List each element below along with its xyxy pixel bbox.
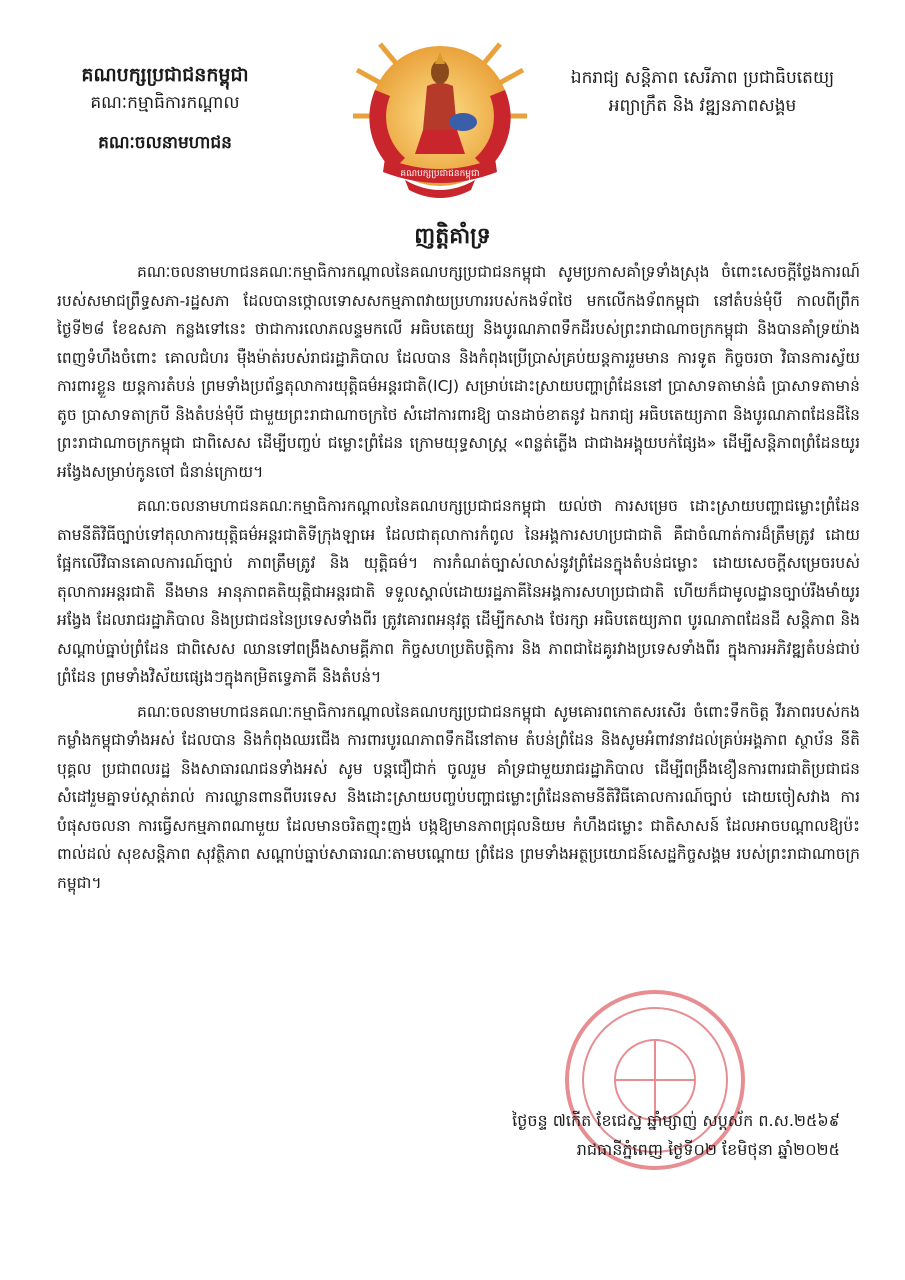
cpp-emblem-icon (345, 30, 535, 202)
party-name: គណបក្សប្រជាជនកម្ពុជា (81, 64, 249, 86)
document-title: ញត្តិគាំទ្រ (414, 224, 491, 249)
document-body (57, 258, 860, 903)
paragraph-2: គណៈចលនាមហាជនគណៈកម្មាធិការកណ្ដាលនៃគណបក្សប្រជាជនកម្ពុជា យល់ថា ការសម្រេច ដោះស្រាយបញ្ហាជម្លោះព្រំដែន តាមនីតិវិធីច្បាប់ទៅតុលាការយុត្តិធម៌អន្តរជាតិទីក្រុងឡាអេ ដែលជាតុលាការកំពូល នៃអង្គការសហប្រជាជាតិ គឺជាចំណាត់ការដ៏ត្រឹមត្រូវ ដោយផ្អែកលើវិធានគោលការណ៍ច្បាប់ ភាពត្រឹមត្រូវ និង យុត្តិធម៌។ ការកំណត់ច្បាស់លាស់នូវព្រំដែនក្នុងតំបន់ជម្លោះ ដោយសេចក្ដីសម្រេចរបស់តុលាការអន្តរជាតិ នឹងមាន អានុភាពគតិយុត្តិជាអន្តរជាតិ ទទួលស្គាល់ដោយរដ្ឋភាគីនៃអង្គការសហប្រជាជាតិ ហើយក៏ជាមូលដ្ឋានច្បាប់រឹងមាំយូរ អង្វែង ដែលរាជរដ្ឋាភិបាល និងប្រជាជននៃប្រទេសទាំងពីរ ត្រូវគោរពអនុវត្ត ដើម្បីកសាង ថែរក្សា អធិបតេយ្យភាព បូរណភាពដែនដី សន្តិភាព និងសណ្ដាប់ធ្នាប់ព្រំដែន ជាពិសេស ឈានទៅពង្រឹងសាមគ្គីភាព កិច្ចសហប្រតិបត្តិការ និង ភាពជាដៃគូរវាងប្រទេសទាំងពីរ ក្នុងការអភិវឌ្ឍតំបន់ជាប់ព្រំដែន ព្រមទាំងវិស័យផ្សេងៗក្នុងកម្រិតទ្វេភាគី និងតំបន់។ (57, 497, 860, 686)
paragraph-3: គណៈចលនាមហាជនគណៈកម្មាធិការកណ្ដាលនៃគណបក្សប្រជាជនកម្ពុជា សូមគោរពកោតសរសើរ ចំពោះទឹកចិត្ត វីរភាពរបស់កងកម្លាំងកម្ពុជាទាំងអស់ ដែលបាន និងកំពុងឈរជើង ការពារបូរណភាពទឹកដីនៅតាម តំបន់ព្រំដែន និងសូមអំពាវនាវដល់គ្រប់អង្គភាព ស្ថាប័ន នីតិបុគ្គល ប្រជាពលរដ្ឋ និងសាធារណជនទាំងអស់ សូម បន្តជឿជាក់ ចូលរួម គាំទ្រជាមួយរាជរដ្ឋាភិបាល ដើម្បីពង្រឹងខឿនការពារជាតិប្រជាជន សំដៅរួមគ្នាទប់ស្កាត់រាល់ ការឈ្លានពានពីបរទេស និងដោះស្រាយបញ្ចប់បញ្ហាជម្លោះព្រំដែនតាមនីតិវិធីគោលការណ៍ច្បាប់ ដោយចៀសវាង ការបំផុសចលនា ការធ្វើសកម្មភាពណាមួយ ដែលមានចរិតញុះញង់ បង្កឱ្យមានភាពជ្រុលនិយម កំហឹងជម្លោះ ជាតិសាសន៍ ដែលអាចបណ្ដាលឱ្យប៉ះពាល់ដល់ សុខសន្តិភាព សុវត្ថិភាព សណ្ដាប់ធ្នាប់សាធារណៈតាមបណ្ដោយ ព្រំដែន ព្រមទាំងអត្ថប្រយោជន៍សេដ្ឋកិច្ចសង្គម របស់ព្រះរាជាណាចក្រកម្ពុជា។ (57, 702, 860, 892)
lunar-date: ថ្ងៃចន្ទ ៧កើត ខែជេស្ឋ ឆ្នាំម្សាញ់ សប្តស័ក ព.ស.២៥៦៩ (512, 1111, 840, 1130)
emblem-ribbon-text: គណបក្សប្រជាជនកម្ពុជា (400, 169, 480, 179)
place-date: រាជធានីភ្នំពេញ ថ្ងៃទី០២ ខែមិថុនា ឆ្នាំ២០២៥ (576, 1140, 840, 1159)
header-left (40, 62, 290, 156)
motto-line2: អព្យាក្រឹត និង វឌ្ឍនភាពសង្គម (608, 96, 797, 116)
header-right (535, 64, 870, 120)
date-block (420, 1106, 840, 1164)
motto-line1: ឯករាជ្យ សន្តិភាព សេរីភាព ប្រជាធិបតេយ្យ (570, 68, 835, 88)
mass-movement: គណៈចលនាមហាជន (98, 133, 232, 153)
paragraph-1: គណៈចលនាមហាជនគណៈកម្មាធិការកណ្ដាលនៃគណបក្សប្រជាជនកម្ពុជា សូមប្រកាសគាំទ្រទាំងស្រុង ចំពោះសេចក្ដីថ្លែងការណ៍របស់សមាជព្រឹទ្ធសភា-រដ្ឋសភា ដែលបានថ្កោលទោសសកម្មភាពវាយប្រហាររបស់កងទ័ពថៃ មកលើកងទ័ពកម្ពុជា នៅតំបន់មុំបី កាលពីព្រឹកថ្ងៃទី២៨ ខែឧសភា កន្លងទៅនេះ ថាជាការលោភលន្ទមកលើ អធិបតេយ្យ និងបូរណភាពទឹកដីរបស់ព្រះរាជាណាចក្រកម្ពុជា និងបានគាំទ្រយ៉ាងពេញទំហឹងចំពោះ គោលជំហរ ម៉ឺងម៉ាត់របស់រាជរដ្ឋាភិបាល ដែលបាន និងកំពុងប្រើប្រាស់គ្រប់យន្តការរួមមាន ការទូត កិច្ចចរចា វិធានការស្វ័យ ការពារខ្លួន យន្តការតំបន់ ព្រមទាំងប្រព័ន្ធតុលាការយុត្តិធម៌អន្តរជាតិ(ICJ) សម្រាប់ដោះស្រាយបញ្ហាព្រំដែននៅ ប្រាសាទតាមាន់ធំ ប្រាសាទតាមាន់តូច ប្រាសាទតាក្របី និងតំបន់មុំបី ជាមួយព្រះរាជាណាចក្រថៃ សំដៅការពារឱ្យ បានដាច់ខាតនូវ ឯករាជ្យ អធិបតេយ្យភាព និងបូរណភាពដែនដីនៃព្រះរាជាណាចក្រកម្ពុជា ជាពិសេស ដើម្បីបញ្ចប់ ជម្លោះព្រំដែន ក្រោមយុទ្ធសាស្ត្រ «ពន្លត់ភ្លើង ជាជាងអង្គុយបក់ផ្សែង» ដើម្បីសន្តិភាពព្រំដែនយូរអង្វែងសម្រាប់កូនចៅ ជំនាន់ក្រោយ។ (57, 263, 860, 481)
central-committee: គណៈកម្មាធិការកណ្ដាល (90, 93, 240, 113)
